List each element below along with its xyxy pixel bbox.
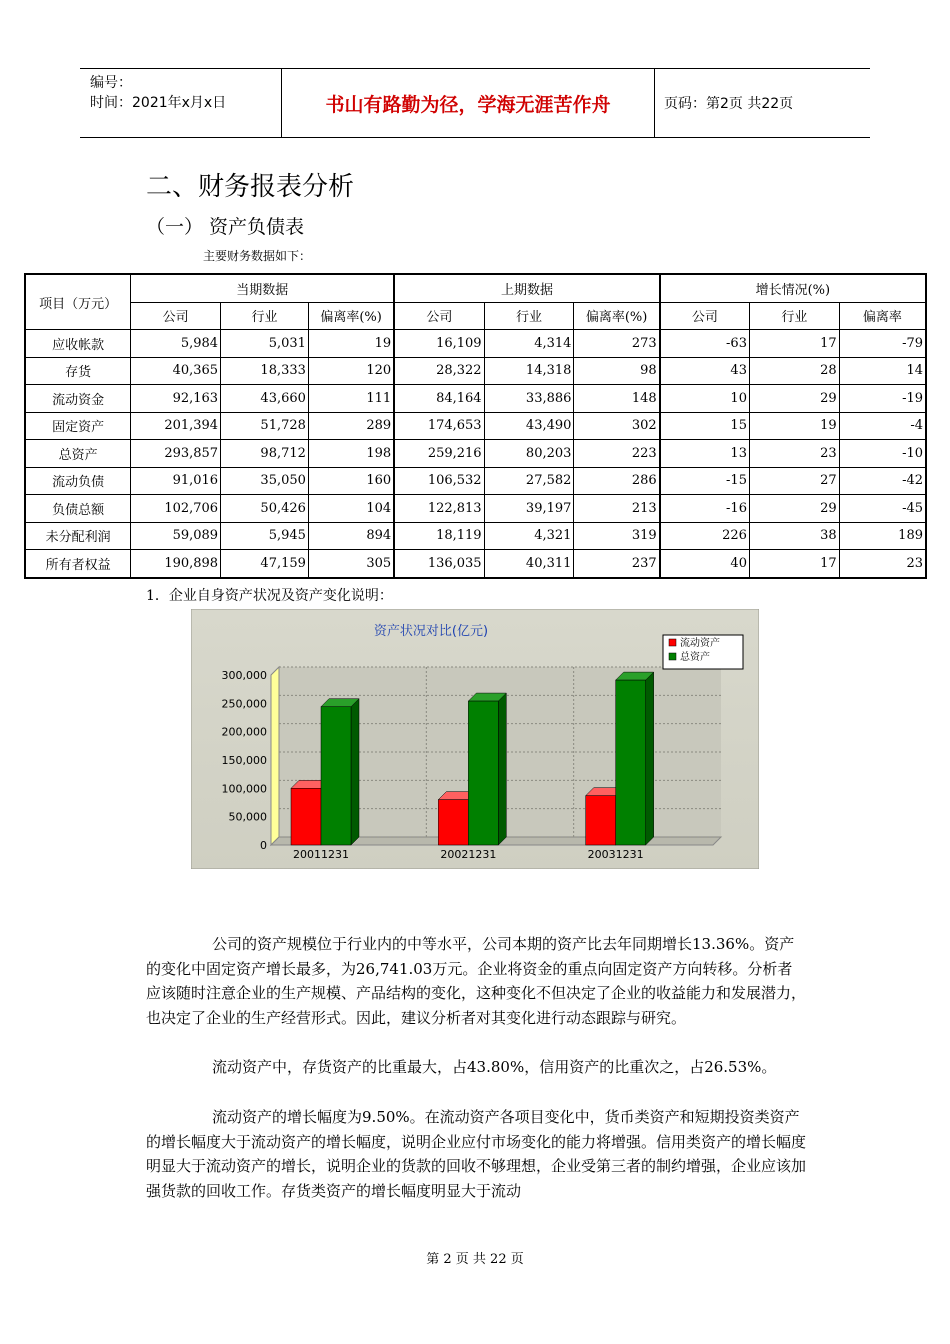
sub-header-cell: 行业 — [221, 302, 309, 330]
table-cell: 43,490 — [484, 412, 574, 440]
row-label: 负债总额 — [25, 495, 131, 523]
asset-comparison-chart — [191, 609, 759, 869]
y-tick-label: 50,000 — [228, 810, 267, 824]
table-row — [25, 330, 926, 358]
table-cell: 27 — [749, 467, 839, 495]
row-label: 流动负债 — [25, 467, 131, 495]
bar-total-assets — [616, 680, 646, 845]
legend-swatch — [669, 639, 676, 646]
y-tick-label: 100,000 — [221, 782, 267, 796]
table-cell: 102,706 — [131, 495, 221, 523]
table-cell: 148 — [574, 385, 660, 413]
bar-current-assets — [291, 788, 321, 845]
table-cell: 190,898 — [131, 550, 221, 578]
group-header-previous: 上期数据 — [394, 274, 660, 302]
bar-current-assets — [438, 800, 468, 845]
y-tick-label: 150,000 — [221, 754, 267, 767]
table-cell: -10 — [839, 440, 926, 468]
table-cell: 35,050 — [221, 467, 309, 495]
sub-header-cell: 公司 — [394, 302, 484, 330]
section-title: 二、财务报表分析 — [146, 172, 355, 202]
table-cell: 201,394 — [131, 412, 221, 440]
y-tick-label: 200,000 — [221, 725, 267, 739]
table-cell: 319 — [574, 522, 660, 550]
row-label: 所有者权益 — [25, 550, 131, 578]
row-header-cell: 项目（万元） — [25, 274, 131, 330]
table-cell: 28 — [749, 357, 839, 385]
sub-header-cell: 偏离率 — [839, 302, 926, 330]
row-label: 应收帐款 — [25, 330, 131, 358]
table-cell: 28,322 — [394, 357, 484, 385]
table-cell: -16 — [660, 495, 750, 523]
table-row — [25, 440, 926, 468]
legend-swatch — [669, 653, 676, 660]
bar-side — [351, 699, 359, 845]
bar-current-assets — [586, 796, 616, 845]
table-cell: 51,728 — [221, 412, 309, 440]
table-cell: 226 — [660, 522, 750, 550]
table-cell: 43,660 — [221, 385, 309, 413]
table-cell: 19 — [749, 412, 839, 440]
bar-total-assets — [321, 707, 351, 845]
table-cell: 47,159 — [221, 550, 309, 578]
x-tick-label: 20031231 — [587, 848, 644, 861]
table-cell: 17 — [749, 330, 839, 358]
y-tick-label: 0 — [260, 839, 267, 852]
bar-side — [646, 672, 654, 845]
table-cell: 40 — [660, 550, 750, 578]
table-cell: -15 — [660, 467, 750, 495]
sub-header-cell: 行业 — [484, 302, 574, 330]
table-row — [25, 550, 926, 578]
table-cell: 17 — [749, 550, 839, 578]
table-cell: 40,311 — [484, 550, 574, 578]
table-cell: 106,532 — [394, 467, 484, 495]
x-tick-label: 20021231 — [440, 848, 497, 861]
chart-y-wall — [271, 667, 279, 845]
subsection-title: （一） 资产负债表 — [146, 216, 305, 238]
table-cell: 84,164 — [394, 385, 484, 413]
table-cell: -45 — [839, 495, 926, 523]
sub-header-cell: 偏离率(%) — [308, 302, 394, 330]
table-cell: 111 — [308, 385, 394, 413]
table-cell: 223 — [574, 440, 660, 468]
table-cell: 5,984 — [131, 330, 221, 358]
row-label: 存货 — [25, 357, 131, 385]
sub-header-cell: 行业 — [749, 302, 839, 330]
table-cell: 302 — [574, 412, 660, 440]
table-cell: 23 — [749, 440, 839, 468]
table-cell: 80,203 — [484, 440, 574, 468]
sub-header-cell: 公司 — [131, 302, 221, 330]
y-tick-label: 250,000 — [221, 697, 267, 711]
table-cell: -63 — [660, 330, 750, 358]
group-header-current: 当期数据 — [131, 274, 395, 302]
table-cell: 92,163 — [131, 385, 221, 413]
group-header-growth: 增长情况(%) — [660, 274, 926, 302]
table-cell: 213 — [574, 495, 660, 523]
table-cell: 98,712 — [221, 440, 309, 468]
table-cell: -4 — [839, 412, 926, 440]
table-group-header-row — [25, 274, 926, 302]
row-label: 未分配利润 — [25, 522, 131, 550]
legend-label: 总资产 — [680, 652, 710, 663]
table-cell: 136,035 — [394, 550, 484, 578]
sub-header-cell: 偏离率(%) — [574, 302, 660, 330]
legend-label: 流动资产 — [680, 638, 720, 649]
chart-caption: 1．企业自身资产状况及资产变化说明： — [146, 588, 393, 604]
table-cell: 4,321 — [484, 522, 574, 550]
row-label: 总资产 — [25, 440, 131, 468]
table-cell: 29 — [749, 385, 839, 413]
page-header — [80, 68, 870, 138]
table-cell: 33,886 — [484, 385, 574, 413]
table-note: 主要财务数据如下： — [203, 249, 312, 263]
header-page-info: 页码：第2页 共22页 — [664, 96, 794, 112]
number-label: 编号： — [90, 75, 132, 91]
table-cell: 120 — [308, 357, 394, 385]
paragraph-3: 流动资产的增长幅度为9.50%。在流动资产各项目变化中，货币类资产和短期投资类资产的增长幅度大于流动资产的增长幅度，说明企业应付市场变化的能力将增强。信用类资产的增长幅度明显大于流动资产的增长，说明企业的货款的回收不够理想，企业受第三者的制约增强，企业应该加强货款的回收工作。存货类资产的增长幅度明显大于流动 — [146, 1108, 807, 1200]
table-row — [25, 385, 926, 413]
table-cell: 189 — [839, 522, 926, 550]
paragraph-2: 流动资产中，存货资产的比重最大，占43.80%，信用资产的比重次之，占26.53%。 — [212, 1058, 777, 1076]
header-motto: 书山有路勤为径，学海无涯苦作舟 — [282, 69, 655, 137]
table-cell: 259,216 — [394, 440, 484, 468]
table-cell: 38 — [749, 522, 839, 550]
table-row — [25, 412, 926, 440]
table-cell: -19 — [839, 385, 926, 413]
table-cell: 29 — [749, 495, 839, 523]
table-cell: 59,089 — [131, 522, 221, 550]
table-sub-header-row — [25, 302, 926, 330]
table-cell: 50,426 — [221, 495, 309, 523]
table-cell: 18,119 — [394, 522, 484, 550]
table-cell: 273 — [574, 330, 660, 358]
page-footer: 第 2 页 共 22 页 — [426, 1252, 524, 1267]
table-cell: 18,333 — [221, 357, 309, 385]
table-row — [25, 495, 926, 523]
x-tick-label: 20011231 — [293, 848, 349, 861]
table-cell: -42 — [839, 467, 926, 495]
table-cell: 19 — [308, 330, 394, 358]
table-cell: 286 — [574, 467, 660, 495]
row-label: 流动资金 — [25, 385, 131, 413]
table-cell: 4,314 — [484, 330, 574, 358]
table-cell: 40,365 — [131, 357, 221, 385]
table-cell: 289 — [308, 412, 394, 440]
header-left-cell — [80, 69, 282, 137]
row-label: 固定资产 — [25, 412, 131, 440]
table-cell: 15 — [660, 412, 750, 440]
table-cell: 16,109 — [394, 330, 484, 358]
bar-side — [498, 693, 506, 845]
table-cell: 10 — [660, 385, 750, 413]
table-cell: 39,197 — [484, 495, 574, 523]
table-cell: 91,016 — [131, 467, 221, 495]
table-cell: 305 — [308, 550, 394, 578]
table-row — [25, 357, 926, 385]
chart-title: 资产状况对比(亿元) — [373, 624, 489, 639]
table-row — [25, 522, 926, 550]
table-cell: 160 — [308, 467, 394, 495]
table-cell: 122,813 — [394, 495, 484, 523]
table-cell: 198 — [308, 440, 394, 468]
sub-header-cell: 公司 — [660, 302, 750, 330]
table-cell: 23 — [839, 550, 926, 578]
financial-data-table — [24, 273, 927, 579]
time-label: 时间：2021年x月x日 — [90, 95, 227, 111]
table-cell: -79 — [839, 330, 926, 358]
table-cell: 174,653 — [394, 412, 484, 440]
table-cell: 5,945 — [221, 522, 309, 550]
table-cell: 104 — [308, 495, 394, 523]
table-cell: 5,031 — [221, 330, 309, 358]
table-cell: 894 — [308, 522, 394, 550]
table-cell: 293,857 — [131, 440, 221, 468]
paragraph-1: 公司的资产规模位于行业内的中等水平，公司本期的资产比去年同期增长13.36%。资产的变化中固定资产增长最多，为26,741.03万元。企业将资金的重点向固定资产方向转移。分析者应该随时注意企业的生产规模、产品结构的变化，这种变化不但决定了企业的收益能力和发展潜力，也决定了企业的生产经营形式。因此，建议分析者对其变化进行动态跟踪与研究。 — [146, 935, 807, 1027]
table-cell: 43 — [660, 357, 750, 385]
table-cell: 27,582 — [484, 467, 574, 495]
table-cell: 237 — [574, 550, 660, 578]
table-cell: 13 — [660, 440, 750, 468]
table-row — [25, 467, 926, 495]
table-cell: 98 — [574, 357, 660, 385]
y-tick-label: 300,000 — [221, 669, 267, 682]
bar-total-assets — [468, 701, 498, 845]
table-cell: 14,318 — [484, 357, 574, 385]
table-cell: 14 — [839, 357, 926, 385]
